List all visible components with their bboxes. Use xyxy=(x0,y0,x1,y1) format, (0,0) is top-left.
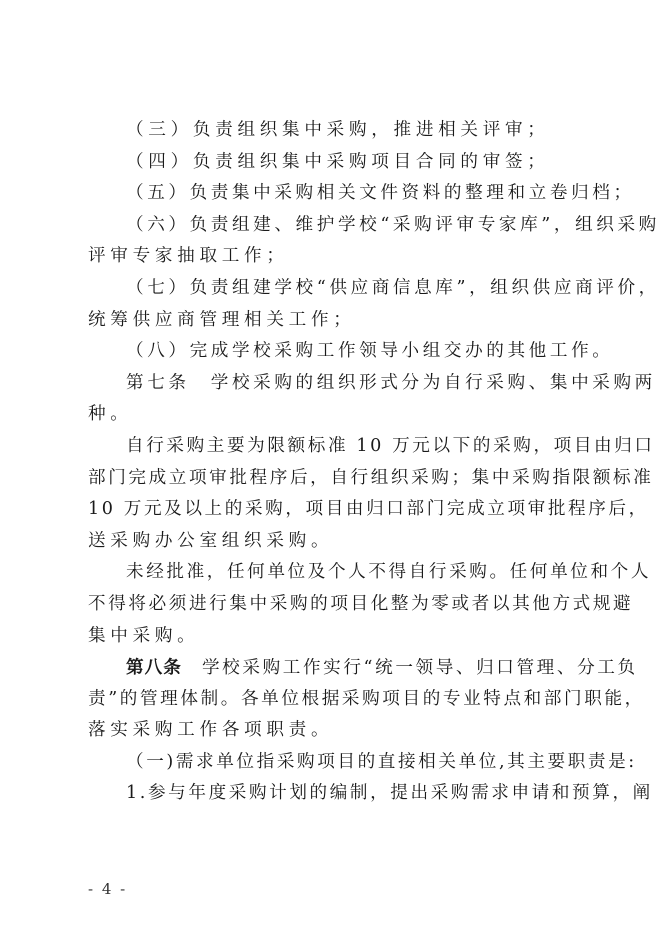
article-8-text: 学校采购工作实行“统一领导、归口管理、分工负 xyxy=(181,658,638,679)
paragraph-line: 落实采购工作各项职责。 xyxy=(88,720,334,741)
paragraph-line: （七）负责组建学校“供应商信息库”，组织供应商评价， xyxy=(126,277,660,298)
paragraph-line: 自行采购主要为限额标准 10 万元以下的采购，项目由归口 xyxy=(126,435,655,456)
article-8-label: 第八条 xyxy=(126,657,182,679)
paragraph-line: 部门完成立项审批程序后，自行组织采购；集中采购指限额标准 xyxy=(88,467,654,488)
paragraph-line: （一)需求单位指采购项目的直接相关单位,其主要职责是: xyxy=(126,751,637,772)
paragraph-line: 10 万元及以上的采购，项目由归口部门完成立项审批程序后， xyxy=(88,499,649,520)
paragraph-line: （四）负责组织集中采购项目合同的审签； xyxy=(126,151,550,172)
paragraph-line: 不得将必须进行集中采购的项目化整为零或者以其他方式规避 xyxy=(88,593,634,614)
paragraph-line: （五）负责集中采购相关文件资料的整理和立卷归档； xyxy=(126,183,635,204)
paragraph-line: 种。 xyxy=(88,404,133,425)
paragraph-line: 统筹供应商管理相关工作； xyxy=(88,309,356,330)
page-number: - 4 - xyxy=(88,880,128,898)
paragraph-line: 1.参与年度采购计划的编制，提出采购需求申请和预算，阐 xyxy=(126,783,653,804)
paragraph-line: （六）负责组建、维护学校“采购评审专家库”，组织采购 xyxy=(126,214,660,235)
document-body xyxy=(88,115,660,810)
paragraph-line: 送采购办公室组织采购。 xyxy=(88,530,334,551)
paragraph-line: 未经批准，任何单位及个人不得自行采购。任何单位和个人 xyxy=(126,562,652,583)
paragraph-line: 集中采购。 xyxy=(88,625,200,646)
paragraph-line: 评审专家抽取工作； xyxy=(88,246,289,267)
paragraph-line: 责”的管理体制。各单位根据采购项目的专业特点和部门职能， xyxy=(88,688,645,709)
paragraph-line: （八）完成学校采购工作领导小组交办的其他工作。 xyxy=(126,341,614,362)
article-8-heading-line xyxy=(88,652,638,684)
article-7-heading-line: 第七条 学校采购的组织形式分为自行采购、集中采购两 xyxy=(126,372,656,393)
paragraph-line: （三）负责组织集中采购，推进相关评审； xyxy=(126,120,550,140)
